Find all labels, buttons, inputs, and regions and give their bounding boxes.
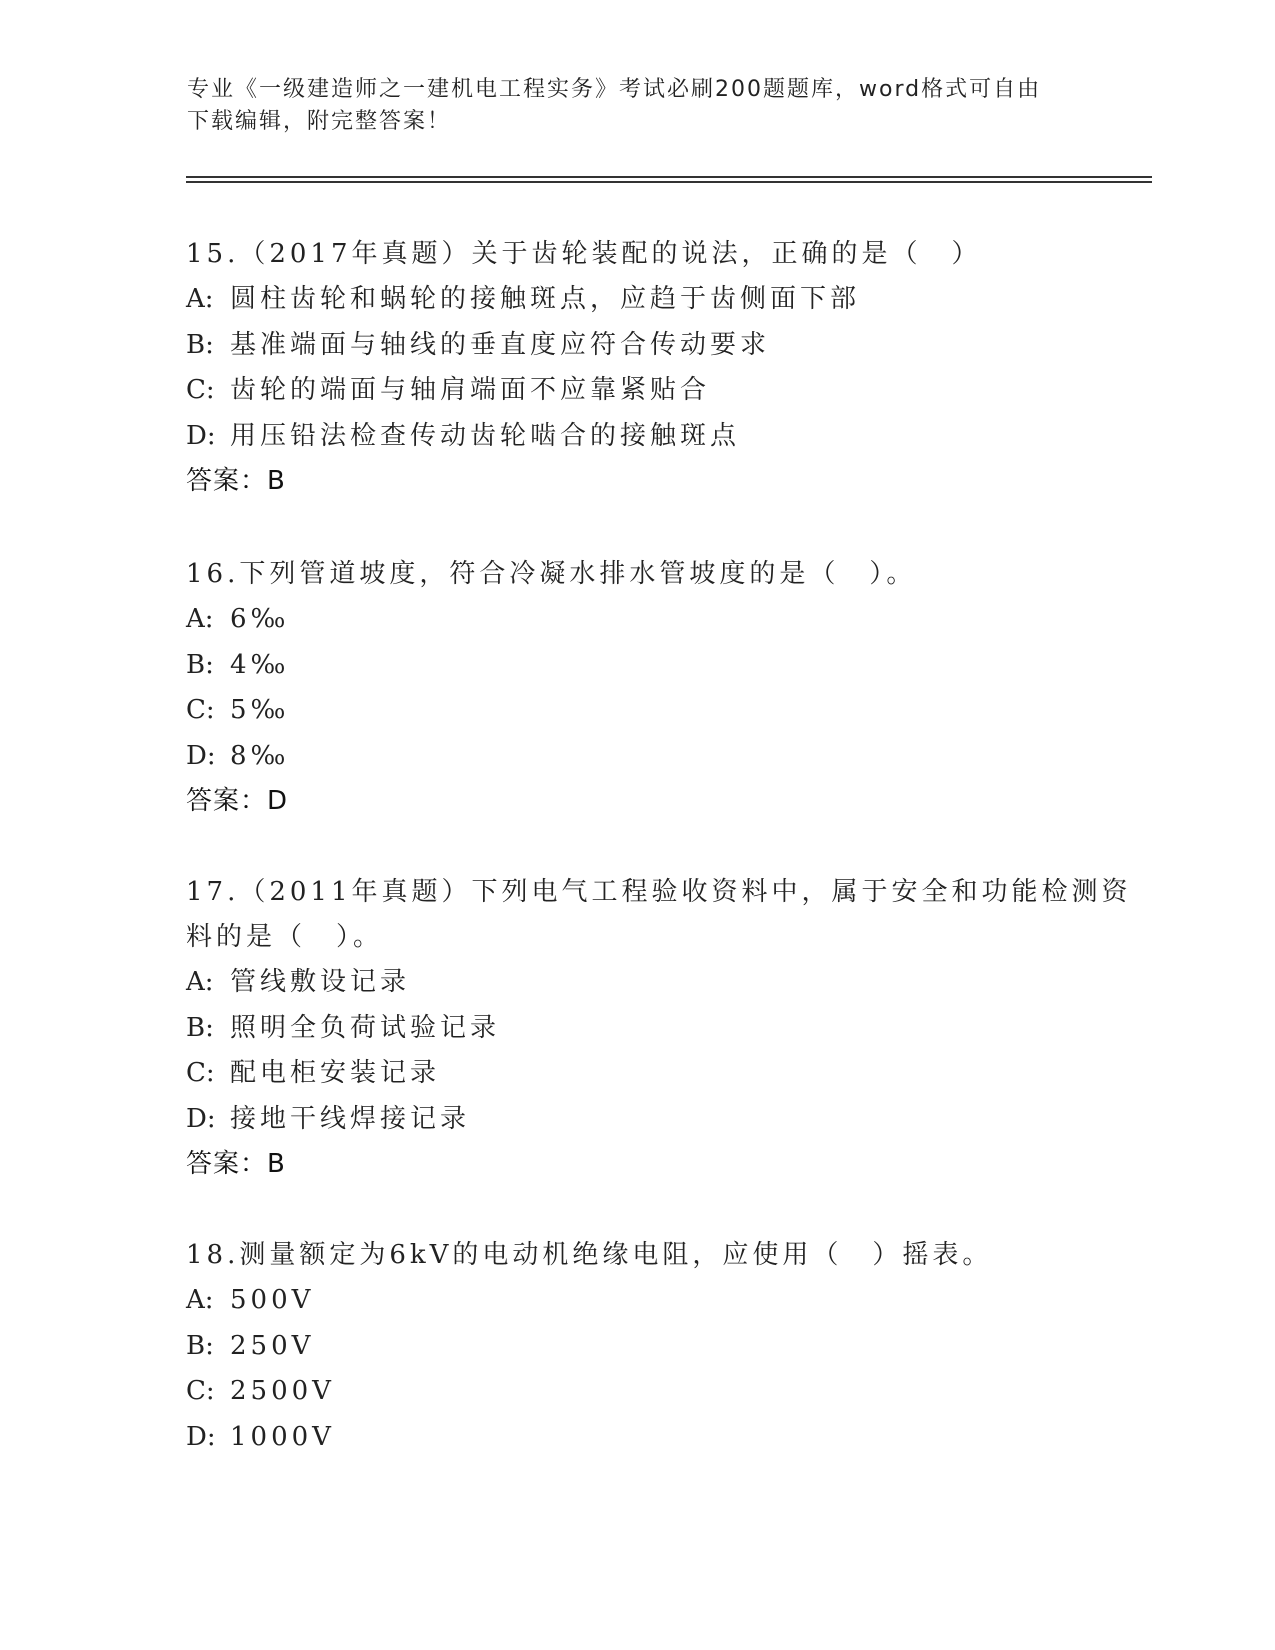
option-letter: A: xyxy=(186,967,214,997)
option-a xyxy=(186,960,1086,1006)
option-text: 管线敷设记录 xyxy=(230,967,411,997)
question-16 xyxy=(186,552,1086,824)
option-letter: B: xyxy=(186,1012,214,1043)
option-text: 1000V xyxy=(230,1421,335,1452)
option-d xyxy=(186,1415,1086,1461)
option-text: 8‰ xyxy=(230,740,290,771)
option-letter: C: xyxy=(186,375,215,405)
question-stem-line: 15.（2017年真题）关于齿轮装配的说法，正确的是（ ） xyxy=(186,239,982,269)
option-d xyxy=(186,734,1086,780)
question-stem-line: 18.测量额定为6kV的电动机绝缘电阻，应使用（ ）摇表。 xyxy=(186,1240,993,1270)
header-line-1: 专业《一级建造师之一建机电工程实务》考试必刷200题题库，word格式可自由 xyxy=(187,77,1042,102)
header-divider-top xyxy=(186,176,1152,178)
option-letter: B: xyxy=(186,1330,214,1361)
option-text: 5‰ xyxy=(230,695,290,725)
option-letter: C: xyxy=(186,1058,215,1088)
option-letter: A: xyxy=(186,1285,214,1315)
question-stem-line: 17.（2011年真题）下列电气工程验收资料中，属于安全和功能检测资 xyxy=(186,877,1132,907)
question-15 xyxy=(186,232,1086,504)
option-text: 4‰ xyxy=(230,649,290,680)
header-divider-bottom xyxy=(186,181,1152,183)
option-a xyxy=(186,597,1086,643)
answer-line: 答案：B xyxy=(186,466,286,496)
option-text: 基准端面与轴线的垂直度应符合传动要求 xyxy=(230,329,771,360)
question-18 xyxy=(186,1233,1086,1460)
option-text: 2500V xyxy=(230,1376,335,1406)
option-letter: B: xyxy=(186,329,214,360)
document-header xyxy=(187,74,1087,138)
question-stem-line: 料的是（ ）。 xyxy=(186,922,384,952)
option-b xyxy=(186,1006,1086,1052)
option-letter: C: xyxy=(186,1376,215,1406)
option-letter: D: xyxy=(186,420,216,451)
question-stem xyxy=(186,870,1132,960)
option-a xyxy=(186,1278,1086,1324)
option-letter: D: xyxy=(186,1103,216,1134)
option-text: 照明全负荷试验记录 xyxy=(230,1012,501,1043)
option-text: 用压铅法检查传动齿轮啮合的接触斑点 xyxy=(230,420,741,451)
option-letter: D: xyxy=(186,740,216,771)
option-c xyxy=(186,368,1086,414)
option-c xyxy=(186,1051,1086,1097)
option-a xyxy=(186,277,1086,323)
option-d xyxy=(186,1097,1086,1143)
question-stem xyxy=(186,1233,1086,1278)
question-stem xyxy=(186,232,1086,277)
option-c xyxy=(186,1369,1086,1415)
option-text: 500V xyxy=(230,1285,315,1315)
option-b xyxy=(186,1324,1086,1370)
option-d xyxy=(186,414,1086,460)
option-b xyxy=(186,323,1086,369)
option-letter: A: xyxy=(186,284,214,314)
option-text: 接地干线焊接记录 xyxy=(230,1103,471,1134)
question-stem xyxy=(186,552,1086,597)
option-b xyxy=(186,643,1086,689)
option-letter: C: xyxy=(186,695,215,725)
option-text: 6‰ xyxy=(230,604,290,634)
answer-line: 答案：B xyxy=(186,1149,286,1179)
option-text: 配电柜安装记录 xyxy=(230,1058,441,1088)
option-letter: D: xyxy=(186,1421,216,1452)
option-letter: B: xyxy=(186,649,214,680)
question-stem-line: 16.下列管道坡度，符合冷凝水排水管坡度的是（ ）。 xyxy=(186,559,917,589)
answer-line: 答案：D xyxy=(186,786,289,816)
question-17 xyxy=(186,870,1132,1187)
option-text: 圆柱齿轮和蜗轮的接触斑点，应趋于齿侧面下部 xyxy=(230,284,861,314)
option-letter: A: xyxy=(186,604,214,634)
option-text: 齿轮的端面与轴肩端面不应靠紧贴合 xyxy=(230,375,711,405)
option-text: 250V xyxy=(230,1330,315,1361)
header-line-2: 下载编辑，附完整答案！ xyxy=(187,109,452,134)
option-c xyxy=(186,688,1086,734)
